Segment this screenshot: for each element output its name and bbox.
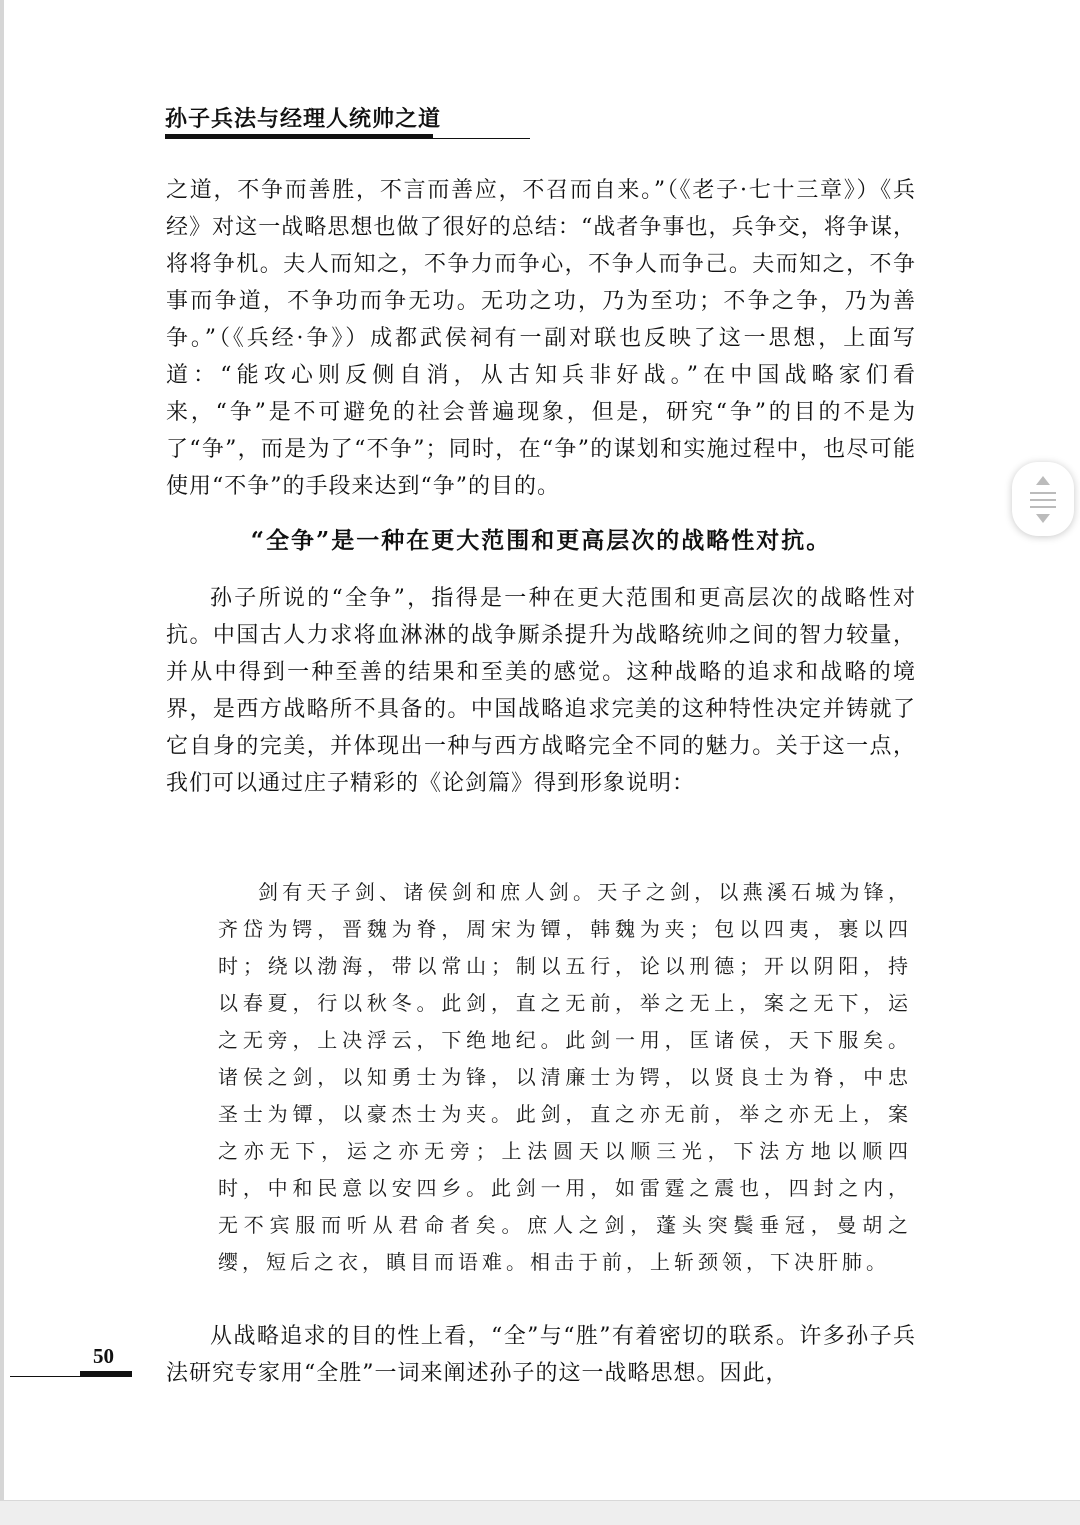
scroll-down-arrow-icon (1036, 514, 1050, 523)
footer-rule-thin (10, 1376, 132, 1377)
scroll-up-arrow-icon (1036, 476, 1050, 485)
body-paragraph-3: 从战略追求的目的性上看，“全”与“胜”有着密切的联系。许多孙子兵法研究专家用“全胜”一词来阐述孙子的这一战略思想。因此， (166, 1324, 916, 1386)
page-edge-bottom (0, 1500, 1080, 1525)
running-header-title: 孙子兵法与经理人统帅之道 (165, 107, 442, 132)
scroll-grip-line-icon (1030, 492, 1056, 494)
body-paragraph-1: 之道，不争而善胜，不言而善应，不召而自来。”（《老子·七十三章》）《兵经》对这一战略思想也做了很好的总结：“战者争事也，兵争交，将争谋，将将争机。夫人而知之，不争力而争心，不争人而争己。夫而知之，不争事而争道，不争功而争无功。无功之功，乃为至功；不争之争，乃为善争。”（《兵经·争》）成都武侯祠有一副对联也反映了这一思想，上面写道：“能攻心则反侧自消，从古知兵非好战。”在中国战略家们看来，“争”是不可避免的社会普遍现象，但是，研究“争”的目的不是为了“争”，而是为了“不争”；同时，在“争”的谋划和实施过程中，也尽可能使用“不争”的手段来达到“争”的目的。 (166, 178, 916, 499)
scroll-grip-line-icon (1030, 499, 1056, 501)
header-rule-thin (165, 138, 530, 139)
section-heading: “全争”是一种在更大范围和更高层次的战略性对抗。 (250, 527, 832, 554)
block-quote: 剑有天子剑、诸侯剑和庶人剑。天子之剑，以燕溪石城为锋，齐岱为锷，晋魏为脊，周宋为镡，韩魏为夹；包以四夷，裹以四时；绕以渤海，带以常山；制以五行，论以刑德；开以阴阳，持以春夏，行以秋冬。此剑，直之无前，举之无上，案之无下，运之无旁，上决浮云，下绝地纪。此剑一用，匡诸侯，天下服矣。诸侯之剑，以知勇士为锋，以清廉士为锷，以贤良士为脊，中忠圣士为镡，以豪杰士为夹。此剑，直之亦无前，举之亦无上，案之亦无下，运之亦无旁；上法圆天以顺三光，下法方地以顺四时，中和民意以安四乡。此剑一用，如雷霆之震也，四封之内，无不宾服而听从君命者矣。庶人之剑，蓬头突鬓垂冠，曼胡之缨，短后之衣，瞋目而语难。相击于前，上斩颈领，下决肝肺。 (218, 880, 912, 1274)
scroll-grip-line-icon (1030, 506, 1056, 508)
page-number: 50 (93, 1344, 114, 1368)
page-edge-left (0, 0, 4, 1500)
scroll-handle-icon[interactable] (1012, 462, 1074, 536)
body-paragraph-2: 孙子所说的“全争”，指得是一种在更大范围和更高层次的战略性对抗。中国古人力求将血淋淋的战争厮杀提升为战略统帅之间的智力较量，并从中得到一种至善的结果和至美的感觉。这种战略的追求和战略的境界，是西方战略所不具备的。中国战略追求完美的这种特性决定并铸就了它自身的完美，并体现出一种与西方战略完全不同的魅力。关于这一点，我们可以通过庄子精彩的《论剑篇》得到形象说明： (166, 586, 916, 796)
footer-rule-thick (80, 1371, 132, 1376)
